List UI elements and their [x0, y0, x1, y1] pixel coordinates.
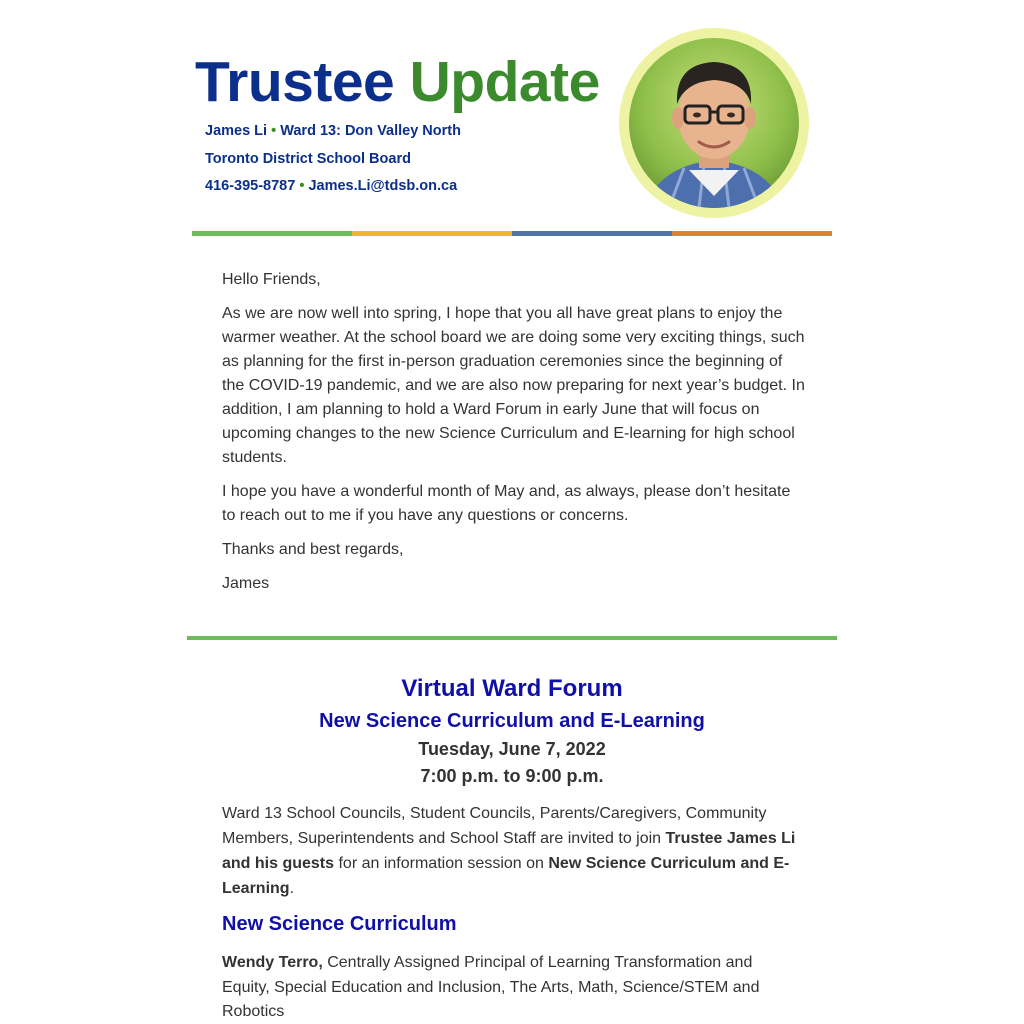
- letter-paragraph-1: As we are now well into spring, I hope that you all have great plans to enjoy the warmer weather. At the school board we are doing some very exciting things, such as planning for the first in-person graduation ceremonies since the beginning of the COVID-19 pandemic, and we are also now preparing for next year’s budget. In addition, I am planning to hold a Ward Forum in early June that will focus on upcoming changes to the new Science Curriculum and E-learning for high school students.: [222, 305, 805, 466]
- invite-bold-1: Trustee James Li and his guests: [222, 830, 796, 872]
- separator-dot: •: [299, 178, 305, 194]
- separator-dot: •: [271, 123, 277, 139]
- forum-subtitle: New Science Curriculum and E-Learning: [319, 710, 705, 732]
- speaker-role: Centrally Assigned Principal of Learning Transformation and Equity, Special Education and Inclusion, The Arts, Math, Science/STEM and Robotics: [222, 954, 760, 1020]
- forum-date: Tuesday, June 7, 2022: [418, 739, 606, 759]
- invite-text-2: for an information session on: [334, 855, 549, 872]
- speaker-name: Wendy Terro,: [222, 954, 323, 971]
- color-segment-blue: [512, 231, 672, 236]
- letter-closing: Thanks and best regards,: [222, 541, 404, 558]
- photo-ring: [619, 28, 809, 218]
- ward-name: Ward 13: Don Valley North: [280, 123, 461, 139]
- phone-number[interactable]: 416-395-8787: [205, 178, 296, 194]
- letter-body: [222, 268, 807, 606]
- header-color-bar: [192, 231, 832, 236]
- letter-signature: James: [222, 575, 270, 592]
- color-segment-green: [192, 231, 352, 236]
- color-segment-yellow: [352, 231, 512, 236]
- trustee-name: James Li: [205, 123, 268, 139]
- color-segment-orange: [672, 231, 832, 236]
- contact-line-name: [205, 120, 461, 148]
- science-curriculum-heading: New Science Curriculum: [222, 913, 457, 935]
- newsletter-title: [195, 48, 600, 116]
- forum-time: 7:00 p.m. to 9:00 p.m.: [420, 766, 604, 786]
- forum-title: Virtual Ward Forum: [401, 675, 623, 702]
- section-divider: [187, 636, 837, 640]
- invite-text-3: .: [289, 880, 295, 897]
- contact-line-board: [205, 148, 461, 176]
- invite-text-1: Ward 13 School Councils, Student Councils, Parents/Caregivers, Community Members, Superintendents and School Staff are invited to join: [222, 805, 767, 847]
- invite-bold-2: New Science Curriculum and E-Learning: [222, 855, 790, 897]
- newsletter-header: [192, 28, 832, 228]
- letter-paragraph-2: I hope you have a wonderful month of May and, as always, please don’t hesitate to reach out to me if you have any questions or concerns.: [222, 483, 791, 524]
- board-name: Toronto District School Board: [205, 150, 411, 167]
- speaker-entry: [222, 951, 802, 1024]
- forum-header: [192, 672, 832, 790]
- contact-line-phone-email: [205, 175, 461, 203]
- email-link[interactable]: James.Li@tdsb.on.ca: [308, 178, 458, 194]
- trustee-photo: [629, 38, 799, 208]
- title-update: Update: [409, 50, 600, 114]
- forum-invitation: [222, 801, 802, 901]
- title-trustee: Trustee: [195, 50, 395, 114]
- letter-greeting: Hello Friends,: [222, 271, 321, 288]
- contact-block: [205, 120, 461, 203]
